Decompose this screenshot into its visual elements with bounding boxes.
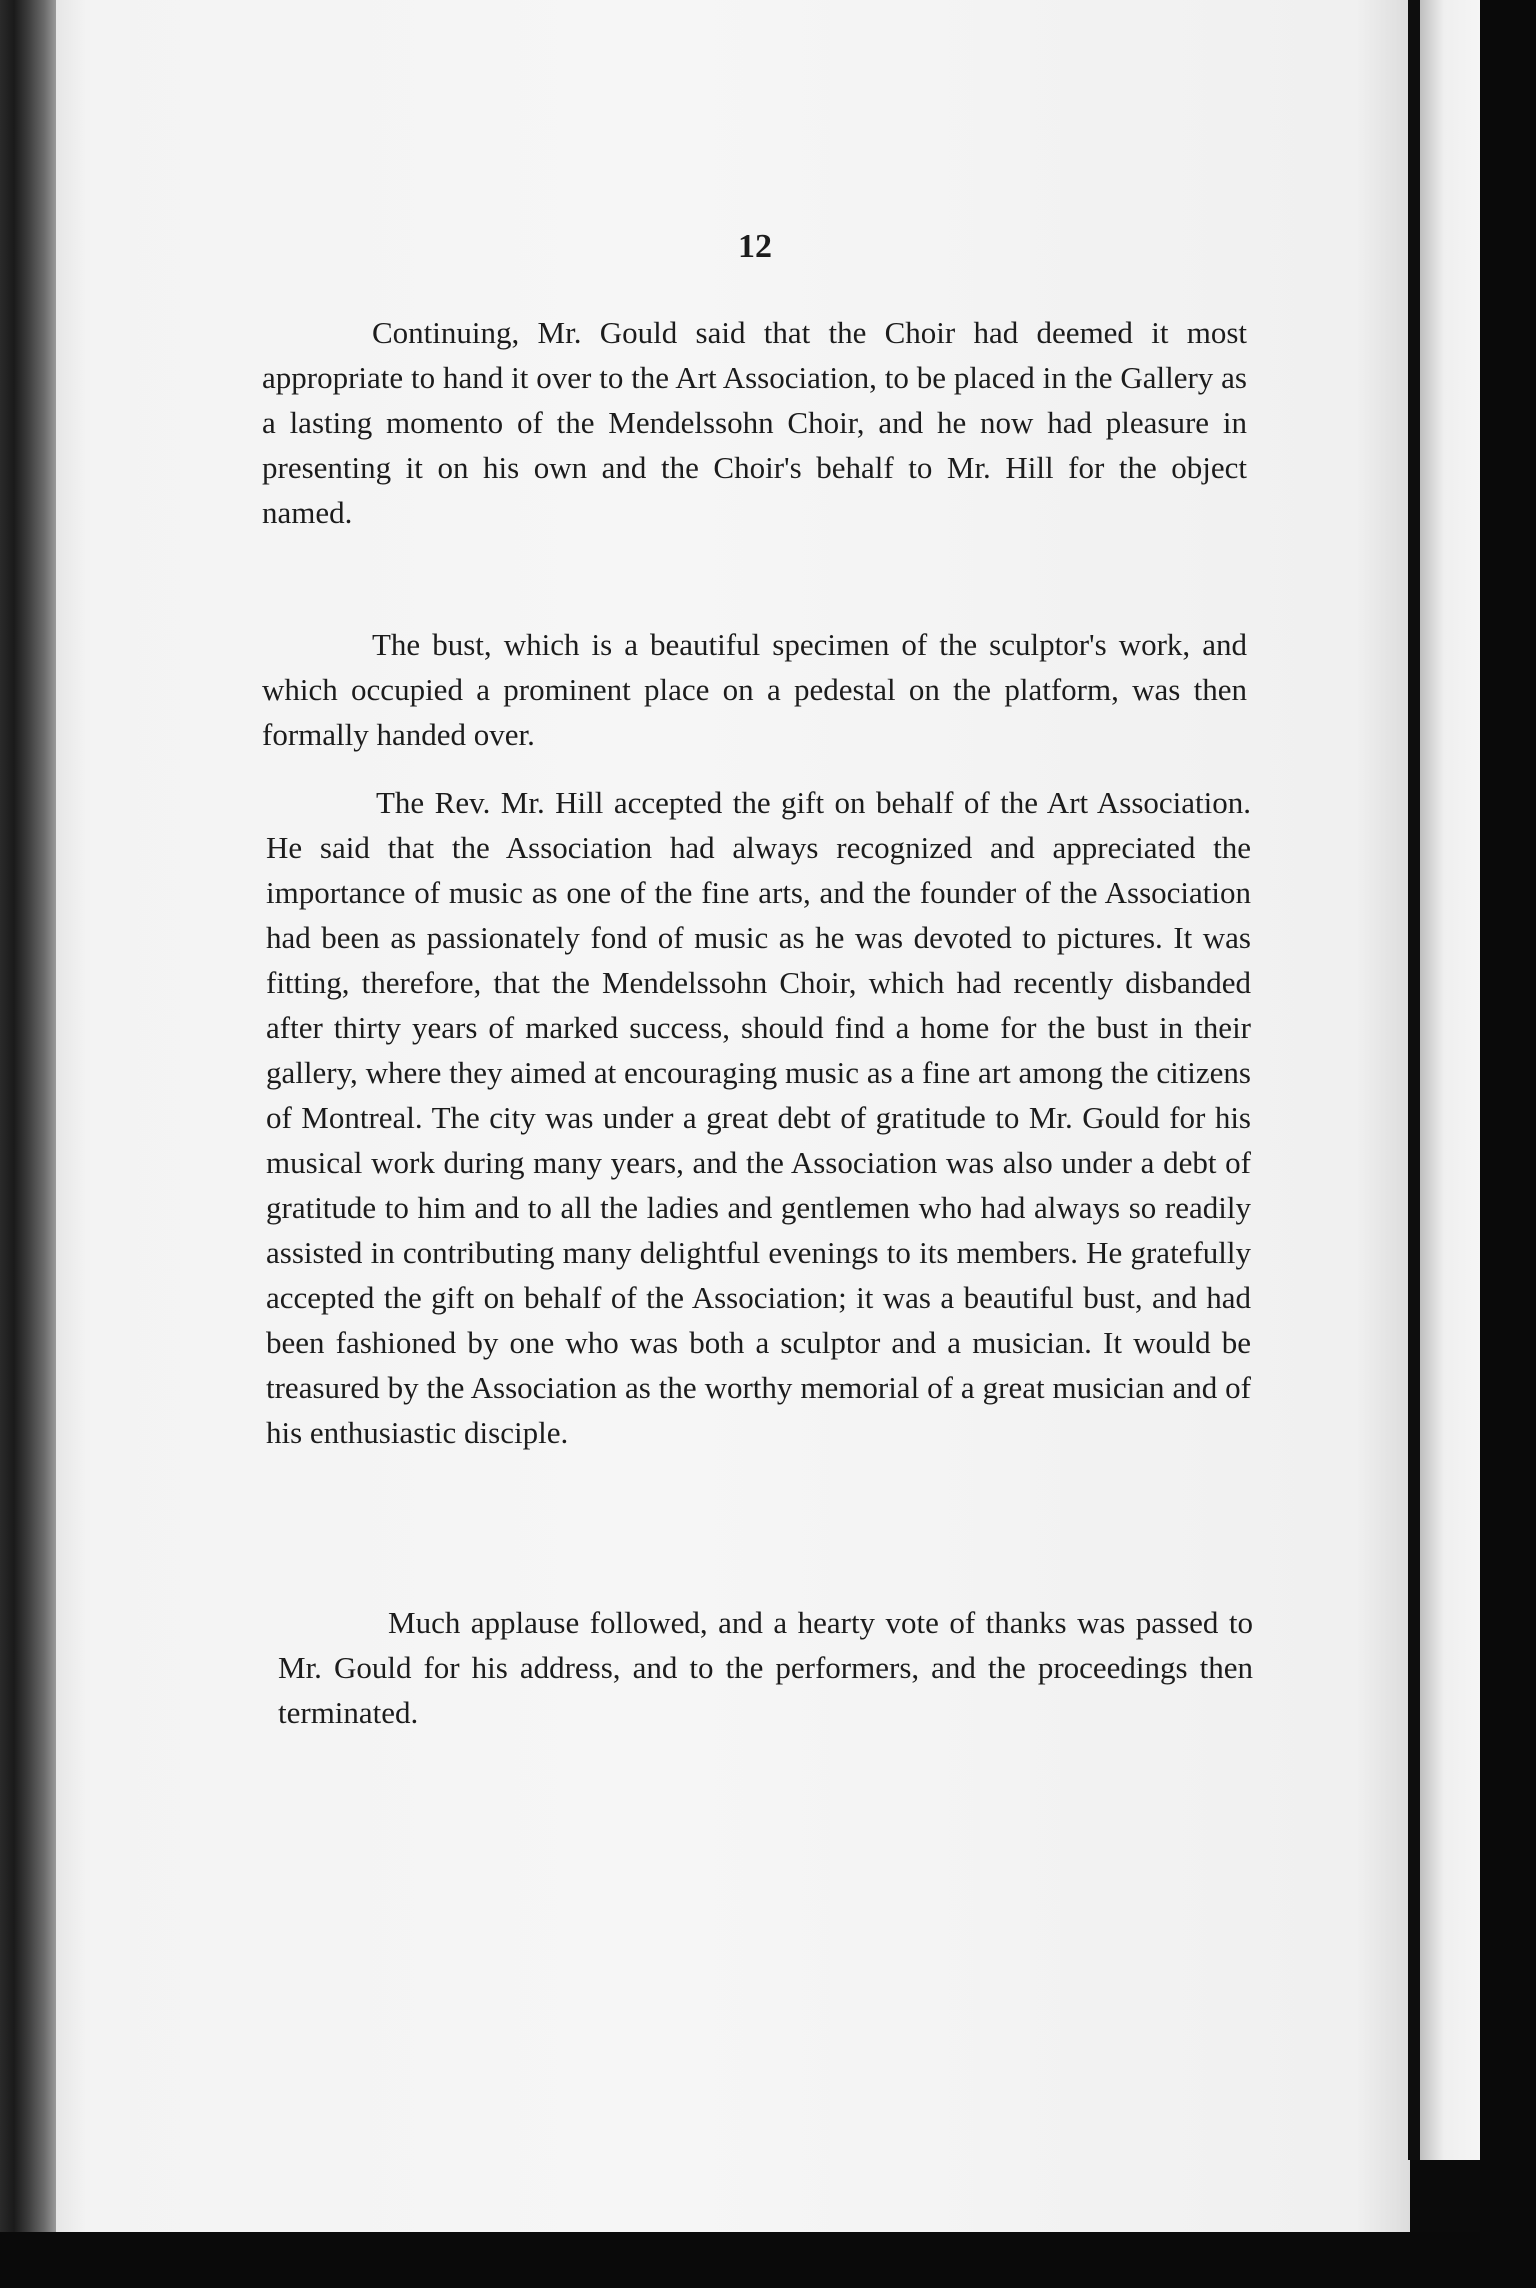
paragraph-closing: Much applause followed, and a hearty vote of thanks was passed to Mr. Gould for his address, and to the performers, and the proceedings then terminated.	[278, 1605, 1253, 1730]
page-fold-shadow	[1408, 0, 1420, 2160]
book-binding-edge	[0, 0, 56, 2288]
scan-border-right	[1480, 0, 1536, 2288]
page-number: 12	[738, 228, 772, 265]
paragraph-hill-acceptance: The Rev. Mr. Hill accepted the gift on behalf of the Art Association. He said that the Association had always recognized and appreciated the importance of music as one of the fine arts, and the founder of the Association had been as passionately fond of music as he was devoted to pictures. It was fitting, therefore, that the Mendelssohn Choir, which had recently disbanded after thirty years of marked success, should find a home for the bust in their gallery, where they aimed at encouraging music as a fine art among the citizens of Montreal. The city was under a great debt of gratitude to Mr. Gould for his musical work during many years, and the Association was also under a debt of gratitude to him and to all the ladies and gentlemen who had always so readily assisted in contributing many delightful evenings to its members. He gratefully accepted the gift on behalf of the Association; it was a beautiful bust, and had been fashioned by one who was both a sculptor and a musician. It would be treasured by the Association as the worthy memorial of a great musician and of his enthusiastic disciple.	[266, 785, 1251, 1450]
paragraph-bust-handed-over: The bust, which is a beautiful specimen of the sculptor's work, and which occupied a prominent place on a pedestal on the platform, was then formally handed over.	[262, 627, 1247, 752]
paragraph-gould-presentation: Continuing, Mr. Gould said that the Choir had deemed it most appropriate to hand it over to the Art Association, to be placed in the Gallery as a lasting momento of the Mendelssohn Choir, and he now had pleasure in presenting it on his own and the Choir's behalf to Mr. Hill for the object named.	[262, 315, 1247, 530]
scan-border-bottom	[0, 2232, 1536, 2288]
next-page-edge	[1420, 0, 1480, 2160]
